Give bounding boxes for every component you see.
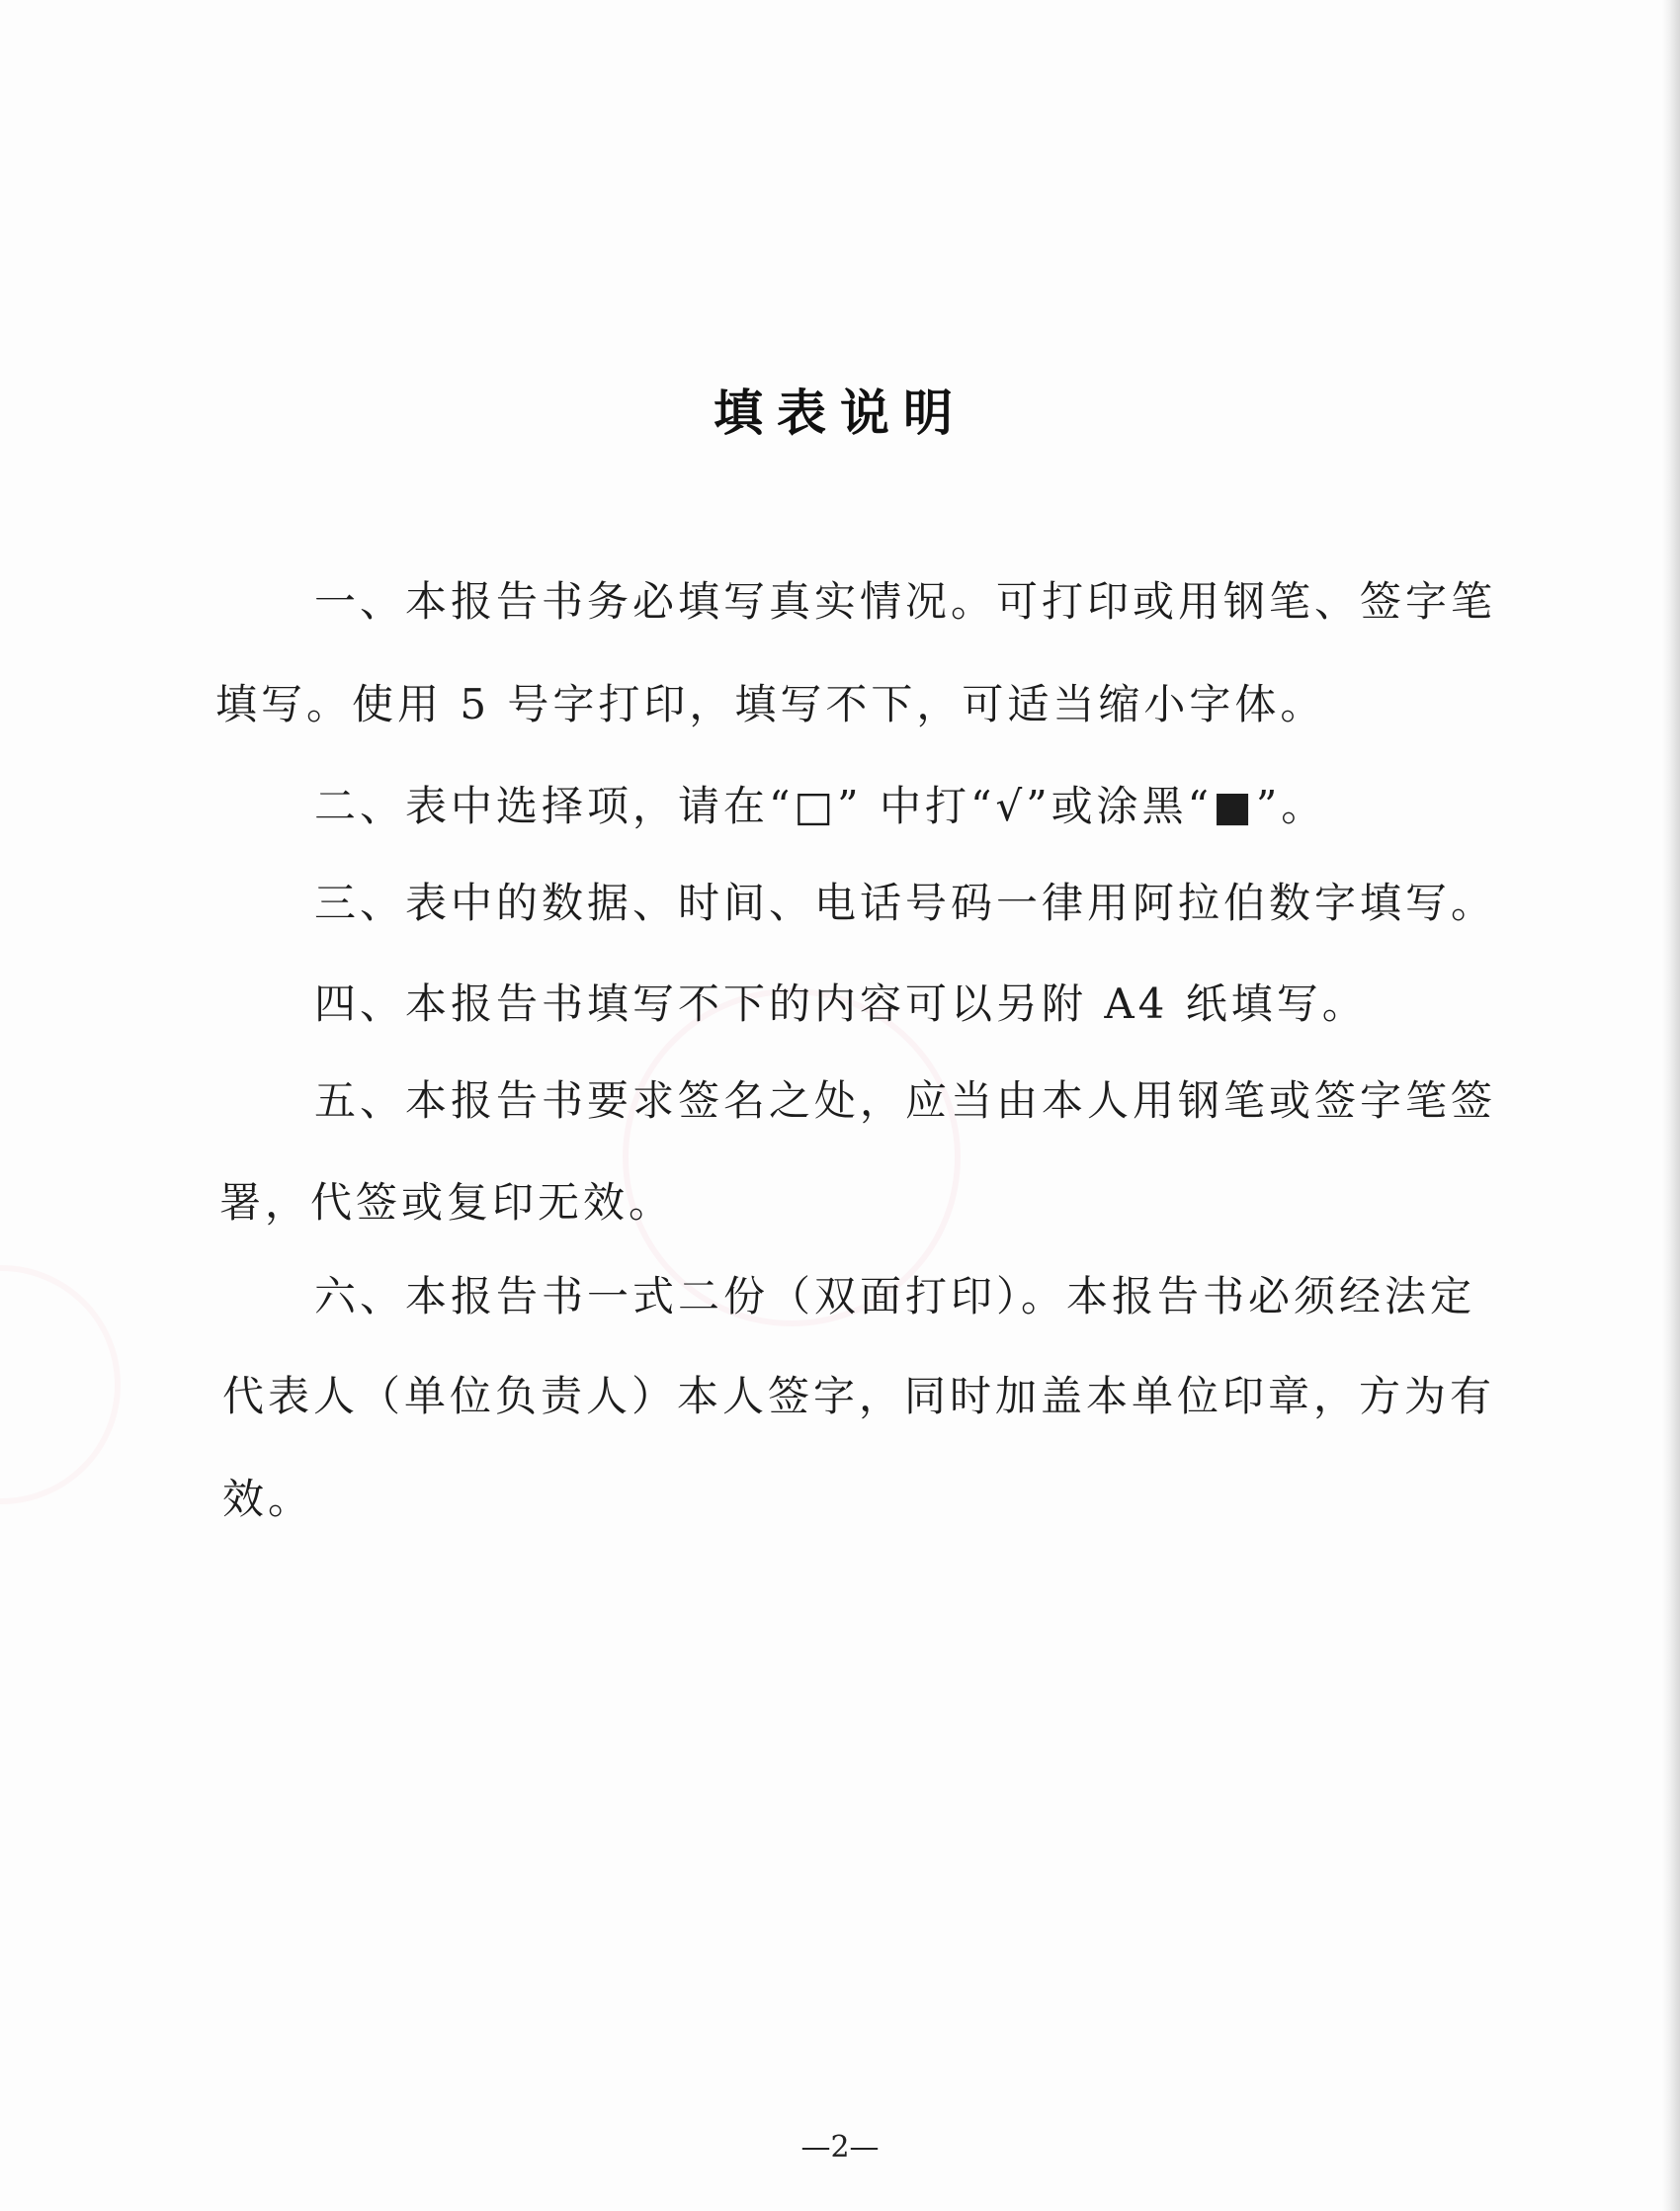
paragraph-6-line-2: 代表人（单位负责人）本人签字，同时加盖本单位印章，方为有 [222, 1372, 1496, 1420]
paragraph-1-line-2: 填写。使用 5 号字打印，填写不下，可适当缩小字体。 [215, 680, 1326, 728]
page-title: 填表说明 [714, 383, 966, 442]
bleed-through-stamp-left [0, 1265, 121, 1504]
scan-edge [1662, 0, 1680, 2211]
paragraph-5-line-2: 署，代签或复印无效。 [219, 1178, 675, 1227]
paragraph-4: 四、本报告书填写不下的内容可以另附 A4 纸填写。 [314, 979, 1368, 1028]
paragraph-5-line-1: 五、本报告书要求签名之处，应当由本人用钢笔或签字笔签 [314, 1076, 1497, 1125]
paragraph-6-line-1: 六、本报告书一式二份（双面打印）。本报告书必须经法定 [314, 1272, 1476, 1320]
paragraph-1-line-1: 一、本报告书务必填写真实情况。可打印或用钢笔、签字笔 [314, 577, 1497, 626]
page-number: —2— [800, 2130, 880, 2165]
paragraph-6-line-3: 效。 [222, 1475, 314, 1523]
paragraph-3: 三、表中的数据、时间、电话号码一律用阿拉伯数字填写。 [314, 879, 1497, 927]
paragraph-2: 二、表中选择项，请在“□” 中打“√”或涂黑“■”。 [314, 782, 1327, 830]
